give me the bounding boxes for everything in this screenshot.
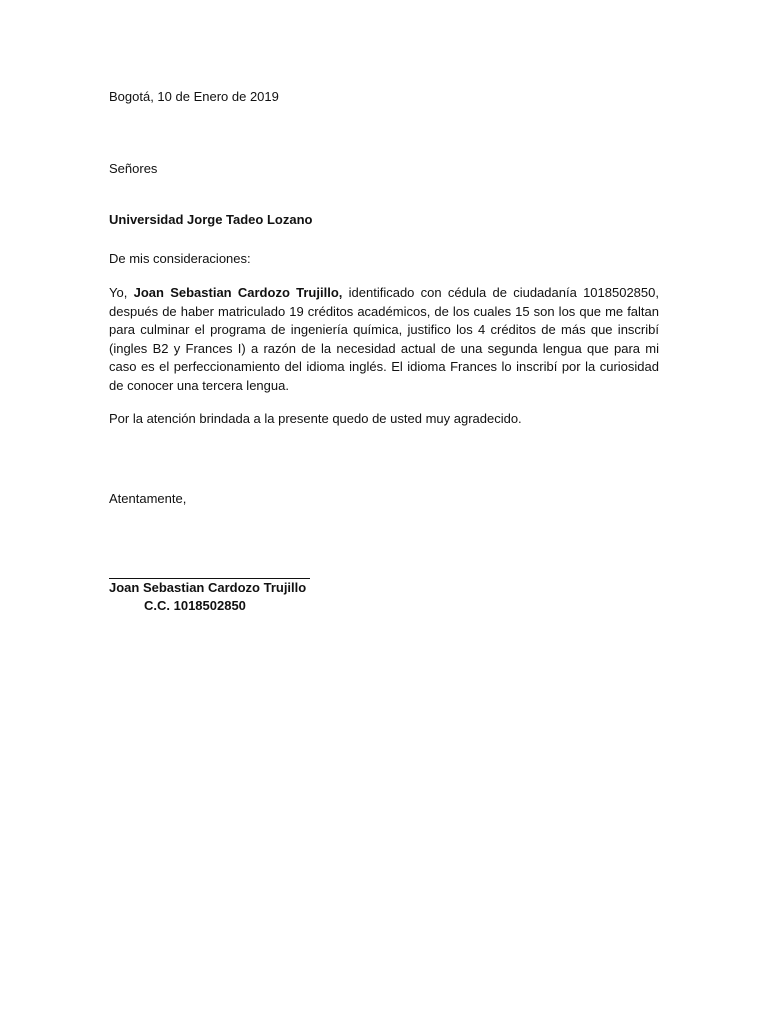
- letter-date: Bogotá, 10 de Enero de 2019: [109, 89, 279, 104]
- opening-line: De mis consideraciones:: [109, 251, 251, 266]
- body-text: identificado con cédula de ciudadanía 1018502850, después de haber matriculado 19 créditos académicos, de los cuales 15 son los que me faltan para culminar el programa de ingeniería química, justifico los 4 créditos de más que inscribí (ingles B2 y Frances I) a razón de la necesidad actual de una segunda lengua que para mi caso es el perfeccionamiento del idioma inglés. El idioma Frances lo inscribí por la curiosidad de conocer una tercera lengua.: [109, 285, 659, 393]
- body-prefix: Yo,: [109, 285, 134, 300]
- body-name: Joan Sebastian Cardozo Trujillo,: [133, 285, 343, 300]
- salutation: Señores: [109, 161, 158, 176]
- signature-id: C.C. 1018502850: [144, 598, 246, 613]
- signature-name: Joan Sebastian Cardozo Trujillo: [109, 580, 307, 595]
- recipient: Universidad Jorge Tadeo Lozano: [109, 212, 313, 227]
- valediction: Atentamente,: [109, 491, 187, 506]
- closing-paragraph: Por la atención brindada a la presente quedo de usted muy agradecido.: [109, 411, 522, 426]
- body-paragraph: [109, 284, 659, 395]
